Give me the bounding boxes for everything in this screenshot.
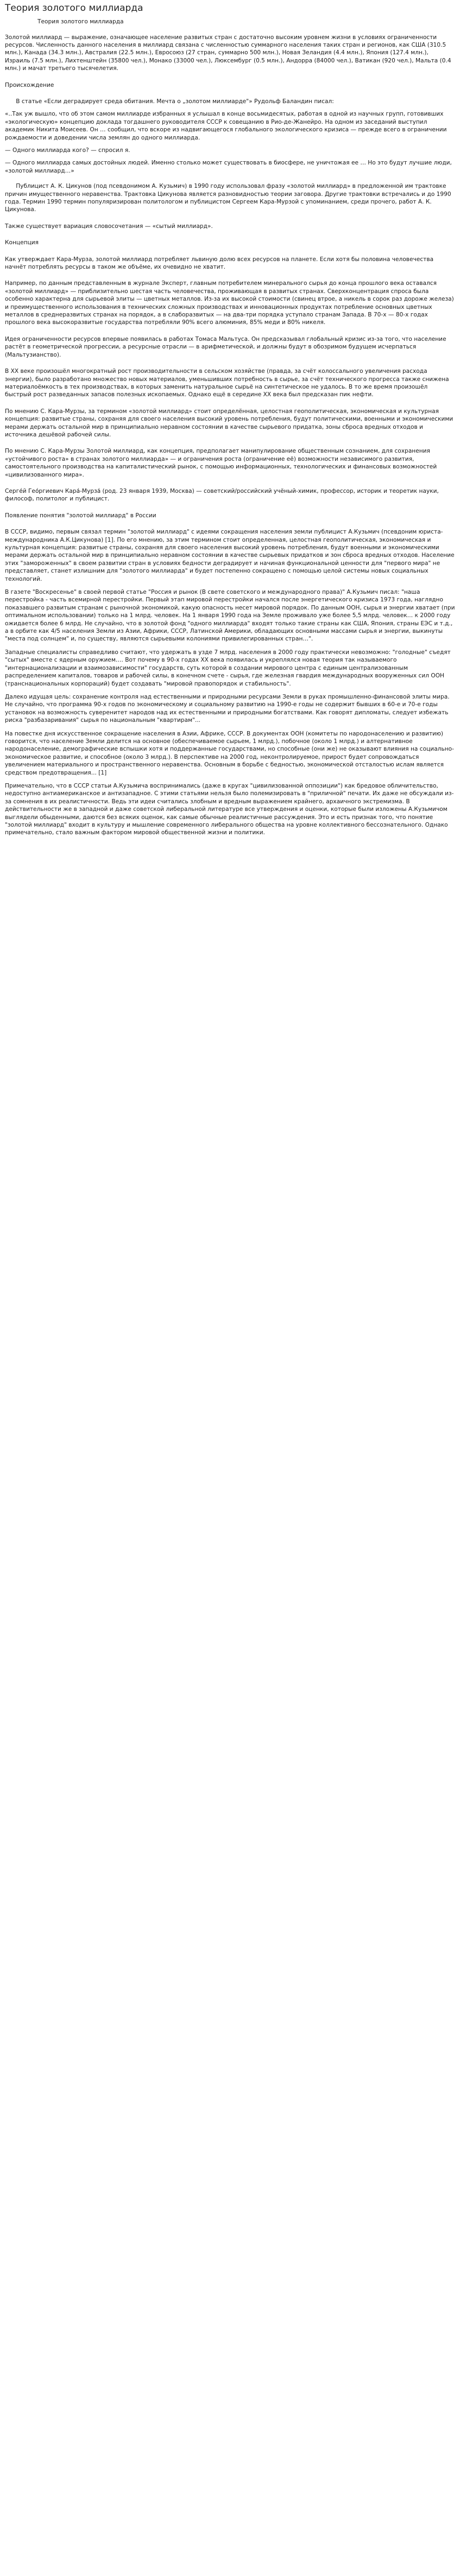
paragraph-20th-century: В XX веке произошёл многократный рост производительности в сельском хозяйстве (правда, за счёт колоссального увеличения расхода энергии), было разработано множество новых материалов, уменьшивших потребность в сырье, за счёт технического прогресса также снижена материалоёмкость в тех производствах, в которых заменить натуральное сырьё на синтетическое не удалось. В то же время произошёл быстрый рост разведанных запасов полезных ископаемых. Однако ещё в середине XX века был предсказан пик нефти.	[5, 368, 451, 398]
paragraph-kara-murza-claim: Как утверждает Кара-Мурза, золотой миллиард потребляет львиную долю всех ресурсов на планете. Если хотя бы половина человечества начнёт потреблять ресурсы в таком же объёме, их очевидно не хватит.	[5, 256, 436, 271]
paragraph-agenda: На повестке дня искусственное сокращение населения в Азии, Африке, СССР. В документах ООН (комитеты по народонаселению и развитию) говорится, что население Земли делится на основное (обеспечиваемое сырьем, 1 млрд.), побочное (около 1 млрд.) и алтернативное народонаселение, демографические вспышки хотя и поддержанные государствами, но способные (они же) не оказывают влияния на социально-экономическое развитие, и способное (около 3 млрд.). В перспективе на 2000 год, неконтролируемое, прирост будет сопровождаться увеличением материального и пространственного неравенства. Основным в борьбе с бедностью, экономической отсталостью ислам является средством предотвращения... [1]	[5, 730, 454, 776]
paragraph-western-experts: Западные специалисты справедливо считают, что удержать в узде 7 млрд. населения в 2000 году практически невозможно: "голодные" съедят "сытых" вместе с ядерным оружием…. Вот почему в 90-х годах XX века появилась и укреплялся новая теория так называемого "интернационализации и взаимозависимости" государств, суть которой в создании мирового центра с единым централизованным распределением капиталов, товаров и рабочей силы, в конечном счете - сырья, где железная гвардия международных вооруженных сил ООН (транснациональных корпораций) будет создавать "мировой правопорядок и стабильность".	[5, 649, 453, 687]
paragraph-balandin: В статье «Если деградирует среда обитания. Мечта о „золотом миллиарде"» Рудольф Баландин писал:	[5, 98, 334, 105]
quote-dialog-question: — Одного миллиарда кого? — спросил я.	[5, 147, 130, 154]
paragraph-voskresenye: В газете "Воскресенье" в своей первой статье "Россия и рынок (В свете советского и международного права)" А.Кузьмич писал: "наша перестройка - часть всемирной перестройки. Первый этап мировой перестройки начался после энергетического кризиса 1973 года, наглядно показавшего развитым странам с рыночной экономикой, какую опасность несет мировой порядок. По данным ООН, сырья и энергии хватает (при оптимальном использовании) только на 1 млрд. человек. На 1 января 1990 года на Земле проживало уже более 5,5 млрд. человек… к 2000 году ожидается более 6 млрд. Не случайно, что в золотой фонд "одного миллиарда" входят только такие страны как США, Япония, страны ЕЭС и т.д., а в орбите как 4/5 населения Земли из Азии, Африки, СССР, Латинской Америки, обладающих основными массами сырья и энергии, выкинуты "места под солнцем" и, по существу, являются сырьевыми колониями привилегированных стран…".	[5, 589, 457, 643]
paragraph-notable: Примечательно, что в СССР статьи А.Кузьмича воспринимались (даже в кругах "цивилизованной оппозиции") как бредовое обличительство, недоступно антиамериканское и антизападное. С этими статьями нельзя было полемизировать в "приличной" печати. Их даже не обсуждали из-за сомнения в их реалистичности. Ведь эти идеи считались злобным и вредным выражением крайнего, архаичного экстремизма. В действительности же в западной и даже советской либеральной литературе все утверждения и оценки, которые были изложены А.Кузьмичом выглядели обыденными, даются без всяких оценок, как самые обычные реалистичные рассуждения. Это и есть признак того, что понятие "золотой миллиард" входит в культуру и мышление современного либерального общества на уровне коллективного бессознательного. Однако примечательно, стало важным фактором мировой общественной жизни и политики.	[5, 782, 454, 836]
paragraph-opinion-1: По мнению С. Кара-Мурзы, за термином «золотой миллиард» стоит определённая, целостная геополитическая, экономическая и культурная концепция: развитые страны, сохраняя для своего населения высокий уровень потребления, будут политическими, военными и экономическими мерами держать остальной мир в принципиально неравном состоянии в качестве сырьевого придатка, зоны сброса вредных отходов и источника дешёвой рабочей силы.	[5, 408, 455, 438]
paragraph-malthus: Идея ограниченности ресурсов впервые появилась в работах Томаса Мальтуса. Он предсказывал глобальный кризис из-за того, что население растёт в геометрической прогрессии, а ресурсные отрасли — в арифметической, и должны будут в обозримом будущем исчерпаться (Мальтузианство).	[5, 335, 448, 358]
paragraph-biography: Серге́й Гео́ргиевич Кара́-Мурза́ (род. 23 января 1939, Москва) — советский/российский учёный-химик, профессор, историк и теоретик науки, философ, политолог и публицист.	[5, 487, 441, 503]
quote-moiseev: «..Так уж вышло, что об этом самом миллиарде избранных я услышал в конце восьмидесятых, работая в одной из научных групп, готовивших «экологическую» концепцию доклада тогдашнего руководителя СССР к совещанию в Рио-де-Жанейро. На одном из заседаний выступил академик Никита Моисеев. Он … сообщил, что вскоре из надвигающегося глобального экологического кризиса — прежде всего в ограничении рождаемости и доведении числа землян до одного миллиарда.	[5, 111, 449, 141]
section-heading-concept: Концепция	[5, 239, 39, 246]
page-subtitle: Теория золотого миллиарда	[37, 18, 124, 26]
paragraph-opinion-2: По мнению С. Кара-Мурзы Золотой миллиард, как концепция, предполагает манипулирование общественным сознанием, для сохранения «устойчивого роста» в странах золотого миллиарда» — и ограничения роста (ограничение её) возможности независимого развития, самостоятельного производства на капиталистический рынок, с помощью информационных, технологических и финансовых возможностей «цивилизованного мира».	[5, 448, 439, 478]
section-heading-russia: Появление понятия "золотой миллиард" в России	[5, 512, 156, 519]
article	[0, 0, 460, 837]
section-heading-origin: Происхождение	[5, 81, 54, 88]
intro-paragraph: Золотой миллиард — выражение, означающее население развитых стран с достаточно высоким уровнем жизни в условиях ограниченности ресурсов. Численность данного населения в миллиард связана с численностью суммарного населения таких стран и регионов, как США (310.5 млн.), Канада (34.3 млн.), Австралия (22.5 млн.), Евросоюз (27 стран, суммарно 500 млн.), Новая Зеландия (4.4 млн.), Япония (127.4 млн.), Израиль (7.5 млн.), Лихтенштейн (35800 чел.), Монако (33000 чел.), Люксембург (0.5 млн.), Андорра (84000 чел.), Ватикан (920 чел.), Мальта (0.4 млн.) и мачат третьего тысячелетия.	[5, 34, 453, 72]
paragraph-variation: Также существует вариация словосочетания — «сытый миллиард».	[5, 223, 213, 230]
paragraph-expert-data: Например, по данным представленным в журнале Эксперт, главным потребителем минерального сырья до конца прошлого века оставался «золотой миллиард» — приблизительно шестая часть человечества, проживающая в развитых странах. Сверхконцентрация спроса была особенно характерна для сырьевой элиты — цветных металлов. Из-за их высокой стоимости (свинец втрое, а никель в сорок раз дороже железа) и преимущественного использования в технических сложных производствах и инновационных продуктах потребление основных цветных металлов в среднеразвитых странах на порядок, а в слаборазвитых — на два-три порядка уступало странам Запада. В 70-х — 80-х годах прошлого века высокоразвитые государства потребляли 90% всего алюминия, 85% меди и 80% никеля.	[5, 280, 456, 326]
paragraph-tsikunov: Публицист А. К. Цикунов (под псевдонимом А. Кузьмич) в 1990 году использовал фразу «золотой миллиард» в предложенной им трактовке причин имущественного неравенства. Трактовка Цикунова является разновидностью теории заговора. Другие трактовки встречались и до 1990 года. Термин 1990 термин популяризирован политологом и публицистом Сергеем Кара-Мурзой с упоминанием, среди прочего, работ А. К. Цикунова.	[5, 183, 453, 213]
paragraph-goal: Далеко идущая цель: сохранение контроля над естественными и природными ресурсами Земли в руках промышленно-финансовой элиты мира. Не случайно, что программа 90-х годов по экономическому и социальному развитию на 1990-е годы не содержит бывших в 60-е и 70-е годы установок на возможность суверенитет народов над их естественными и природными богатствами. Как говорят дипломаты, следует избежать риска "разбазаривания" сырья по национальным "квартирам"...	[5, 693, 451, 724]
quote-dialog-answer: — Одного миллиарда самых достойных людей. Именно столько может существовать в биосфере, не уничтожая ее … Но это будут лучшие люди, «золотой миллиард…»	[5, 160, 454, 174]
page-title: Теория золотого миллиарда	[5, 3, 143, 14]
paragraph-ussr: В СССР, видимо, первым связал термин "золотой миллиард" с идеями сокращения населения земли публицист А.Кузьмич (псевдоним юриста-международника А.К.Цикунова) [1]. По его мнению, за этим термином стоит определенная, целостная геополитическая, экономическая и культурная концепция: развитые страны, сохраняя для своего населения высокий уровень потребления, будут военными и экономическими мерами держать остальной мир в принципиально неравном состоянии в качестве сырьевых придатков и зон сброса вредных отходов. Население этих "замороженных" в своем развитии стран в условиях бедности деградирует и начиная функциональной ценности для "первого мира" не представляет, станет излишним для "золотого миллиарда" и будет постепенно сокращено с помощью целой системы новых социальных технологий.	[5, 529, 457, 582]
